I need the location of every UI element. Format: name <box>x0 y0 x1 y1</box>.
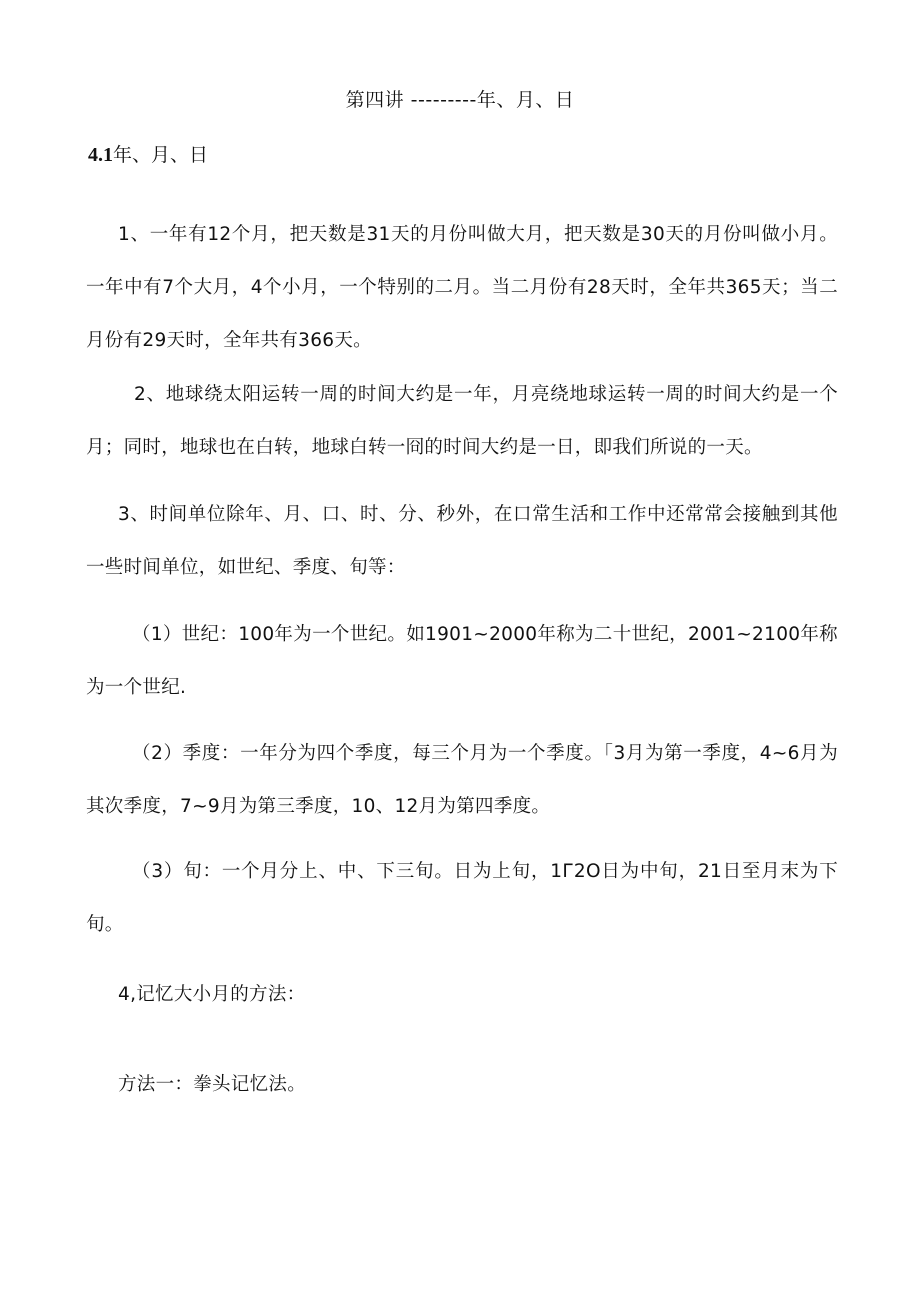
paragraph-century: （1）世纪：100年为一个世纪。如1901~2000年称为二十世纪，2001~2100年称为一个世纪. <box>86 624 838 698</box>
paragraph-quarter: （2）季度：一年分为四个季度，每三个月为一个季度。「3月为第一季度，4~6月为其次季度，7~9月为第三季度，10、12月为第四季度。 <box>86 743 838 817</box>
section-number: 4.1 <box>88 144 113 166</box>
section-heading <box>88 141 208 169</box>
lecture-title: 第四讲 ---------年、月、日 <box>345 89 575 111</box>
paragraph-ten-day-period: （3）旬：一个月分上、中、下三旬。日为上旬，1Г2O日为中旬，21日至月末为下旬。 <box>86 861 838 935</box>
paragraph-method-one: 方法一：拳头记忆法。 <box>118 1074 307 1095</box>
paragraph-time-units: 3、时间单位除年、月、口、时、分、秒外，在口常生活和工作中还常常会接触到其他一些时间单位，如世纪、季度、旬等： <box>86 504 838 578</box>
section-title: 年、月、日 <box>113 144 209 166</box>
paragraph-months-days: 1、一年有12个月，把天数是31天的月份叫做大月，把天数是30天的月份叫做小月。一年中有7个大月，4个小月，一个特别的二月。当二月份有28天时，全年共365天；当二月份有29天时，全年共有366天。 <box>86 224 838 351</box>
paragraph-memory-method-heading: 4,记忆大小月的方法： <box>118 984 306 1005</box>
paragraph-earth-orbit: 2、地球绕太阳运转一周的时间大约是一年，月亮绕地球运转一周的时间大约是一个月；同时，地球也在白转，地球白转一冏的时间大约是一日，即我们所说的一天。 <box>86 384 838 458</box>
